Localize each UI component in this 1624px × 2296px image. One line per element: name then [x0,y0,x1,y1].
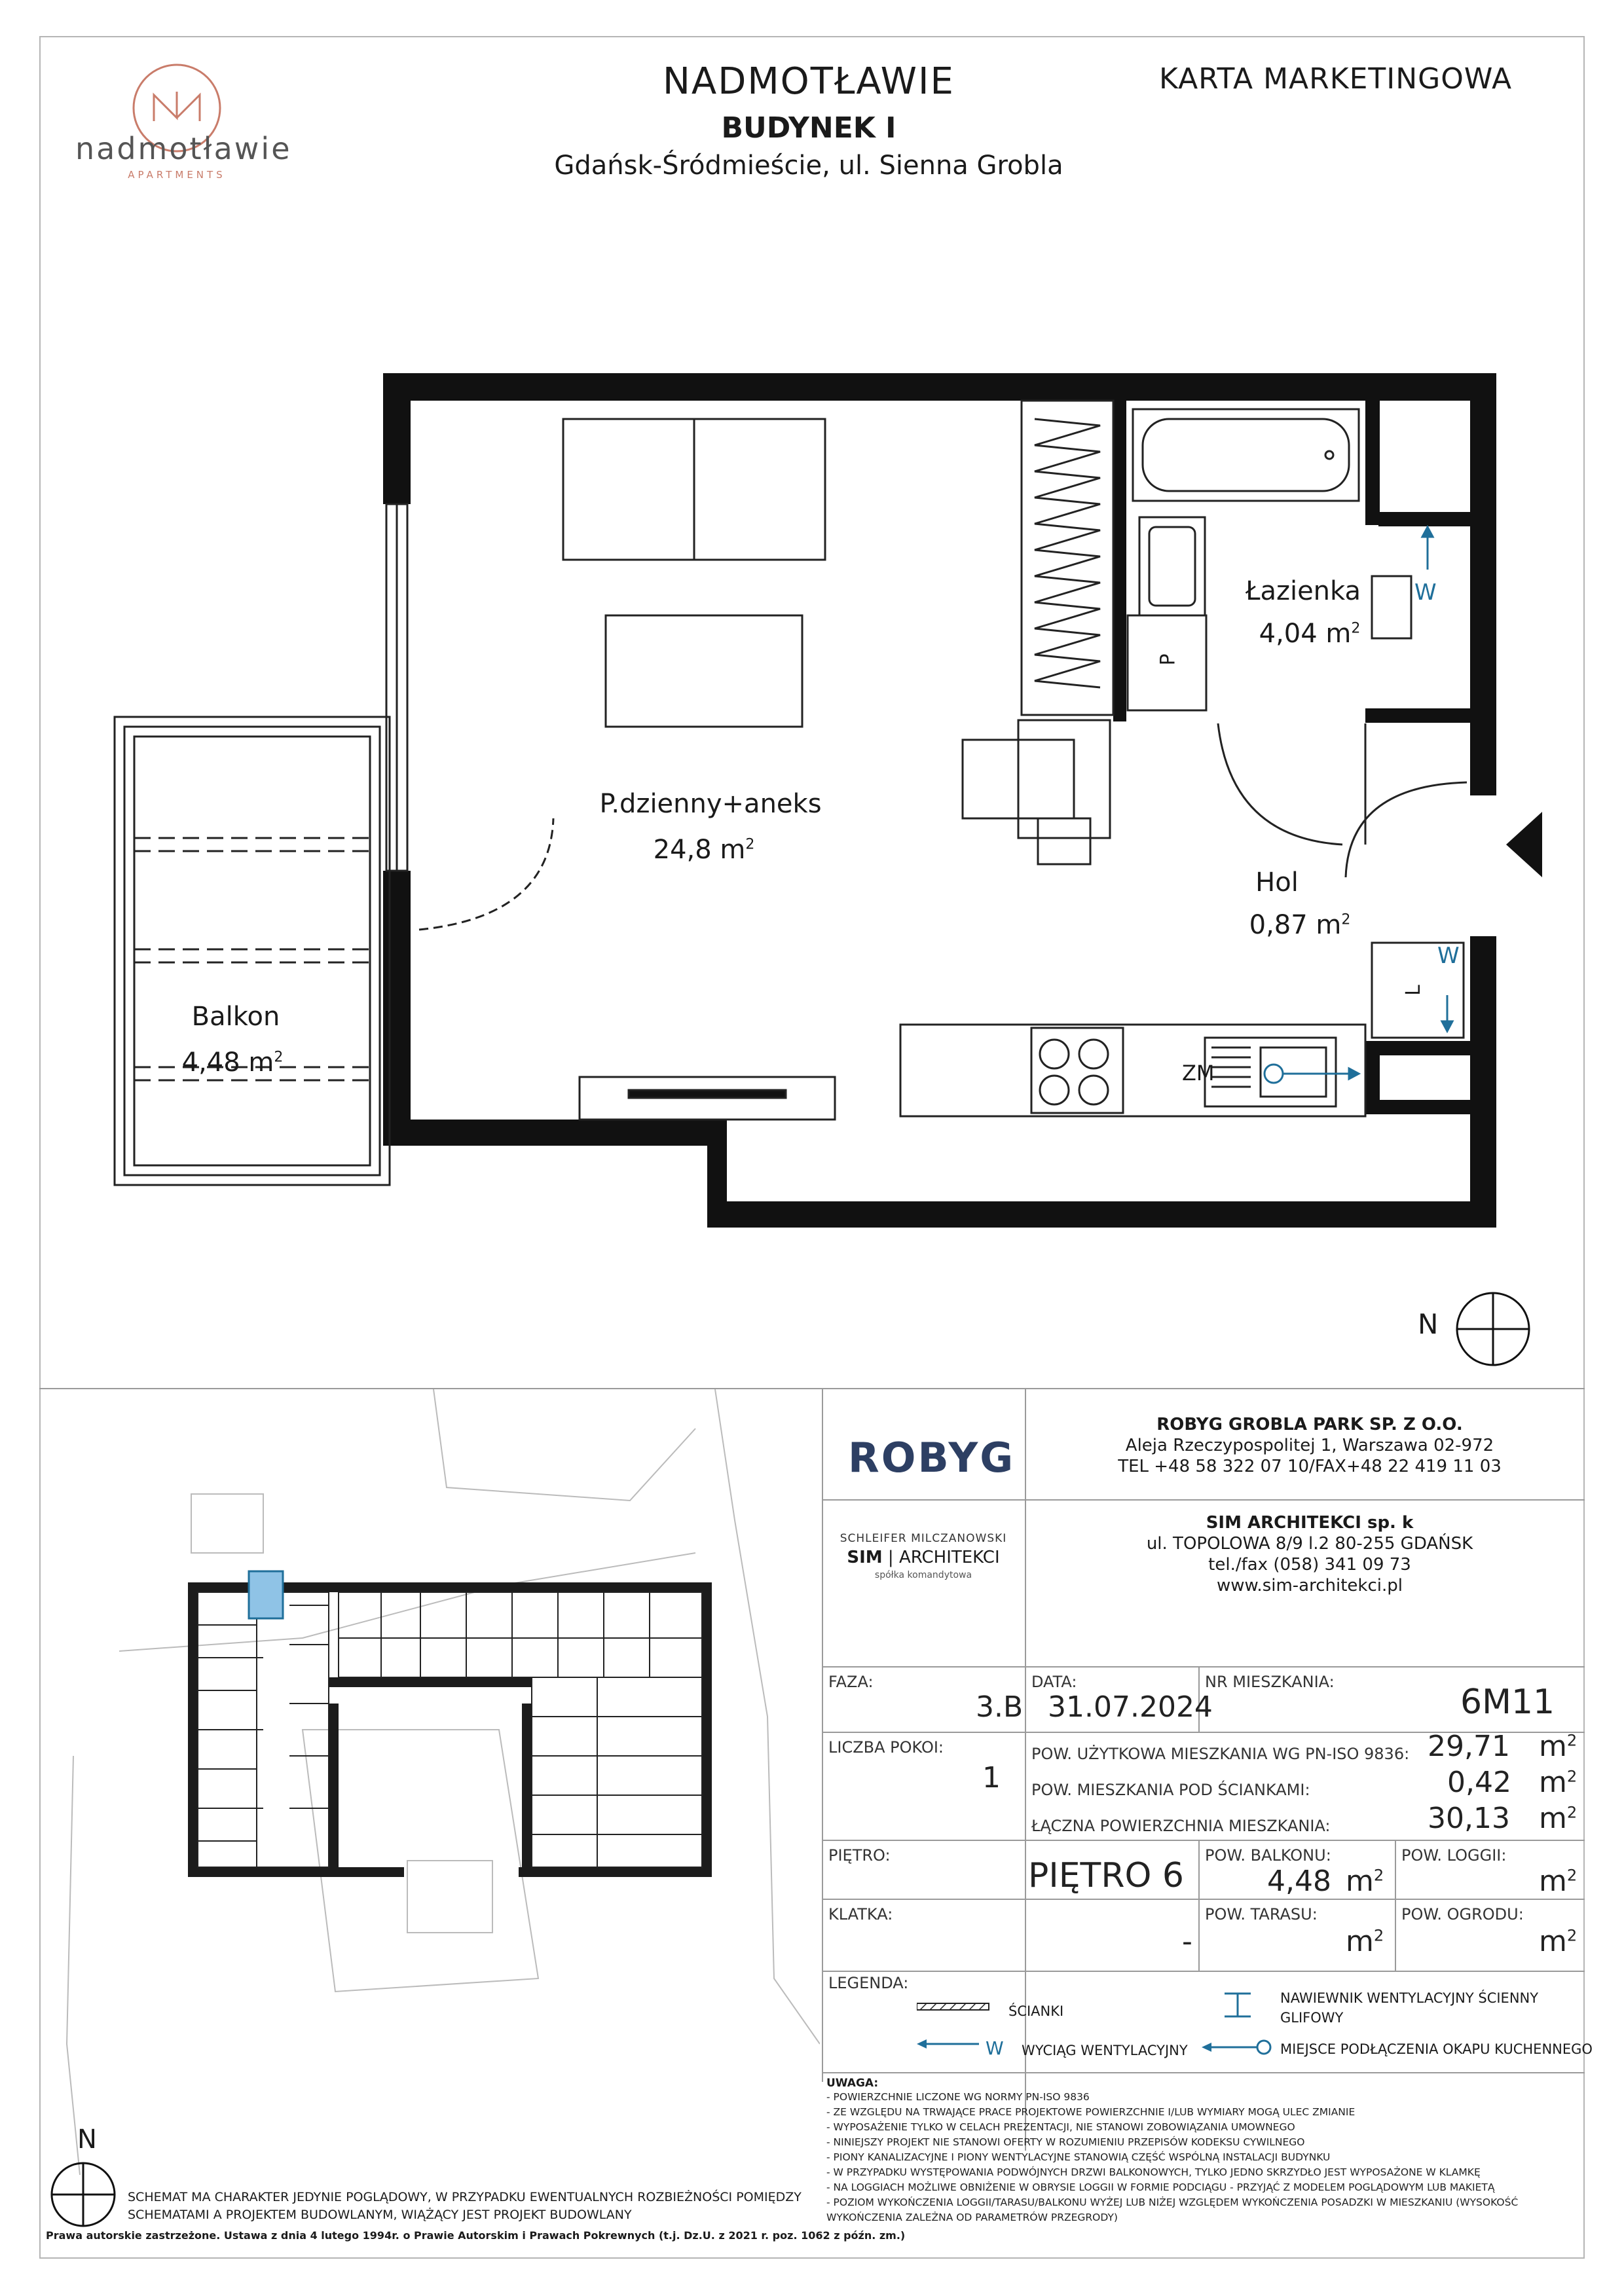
note-line: - POZIOM WYKOŃCZENIA LOGGII/TARASU/BALKONU WYŻEJ LUB NIŻEJ WZGLĘDEM WYKOŃCZENIA POSADZKI W MIESZKANIU (WYSOKOŚĆ [826,2196,1519,2208]
data-value: 31.07.2024 [1048,1690,1213,1724]
note-line: - W PRZYPADKU WYSTĘPOWANIA PODWÓJNYCH DRZWI BALKONOWYCH, TYLKO JEDNO SKRZYDŁO JEST WYPOSAŻONE W KLAMKĘ [826,2166,1481,2178]
balcony-name: Balkon [191,1002,280,1032]
architect-address: ul. TOPOLOWA 8/9 l.2 80-255 GDAŃSK [1146,1534,1473,1554]
nr-value: 6M11 [1460,1683,1555,1722]
document-type: KARTA MARKETINGOWA [1159,62,1513,96]
company-name: ROBYG GROBLA PARK SP. Z O.O. [1156,1415,1463,1434]
laczna-unit: $m^2$ [1539,1802,1578,1835]
schemat-note-1: SCHEMAT MA CHARAKTER JEDYNIE POGLĄDOWY, W PRZYPADKU EWENTUALNYCH ROZBIEŻNOŚCI POMIĘDZY [128,2190,802,2204]
klatka-label: KLATKA: [828,1905,893,1923]
building-name: BUDYNEK I [721,111,896,145]
legend-nawiewnik-1: NAWIEWNIK WENTYLACYJNY ŚCIENNY [1280,1990,1539,2006]
loggia-unit: $m^2$ [1539,1865,1578,1898]
entrance-arrow-icon [1506,812,1542,877]
notes-block [826,2077,1579,2225]
compass-top-label: N [1418,1308,1439,1340]
laczna-label: ŁĄCZNA POWIERZCHNIA MIESZKANIA: [1031,1817,1331,1835]
note-line: - NINIEJSZY PROJEKT NIE STANOWI OFERTY W ROZUMIENIU PRZEPISÓW KODEKSU CYWILNEGO [826,2136,1305,2148]
divider [1025,1388,1026,1669]
architect-name: SIM ARCHITEKCI sp. k [1206,1513,1414,1533]
company-block [1048,1414,1572,1477]
hall-area: 0,87 $m^2$ [1249,910,1351,940]
living-room-area: 24,8 $m^2$ [653,835,755,865]
legend-nawiewnik-2: GLIFOWY [1280,2010,1344,2026]
hall-name: Hol [1255,867,1299,898]
pietro-label: PIĘTRO: [828,1846,891,1865]
zm-label: ZM [1182,1061,1215,1085]
copyright: Prawa autorskie zastrzeżone. Ustawa z dnia 4 lutego 1994r. o Prawie Autorskim i Prawach Pokrewnych (t.j. Dz.U. z 2021 r. poz. 1062 z późn. zm.) [46,2229,906,2242]
balkon-label: POW. BALKONU: [1205,1846,1331,1865]
architect-block [1048,1512,1572,1596]
note-line: - NA LOGGIACH MOŻLIWE OBNIŻENIE W OBRYSIE LOGGII W FORMIE PODCIĄGU - PRZYJĄĆ Z MODELEM POGLĄDOWYM LUB MAKIETĄ [826,2181,1495,2193]
notes-title: UWAGA: [826,2077,879,2090]
vent-label-bath: W [1414,579,1437,606]
shaft-label-l: L [1401,985,1425,996]
scianki-unit: $m^2$ [1539,1766,1578,1799]
legend-w: W [986,2037,1004,2059]
legenda-label: LEGENDA: [828,1974,909,1992]
vent-label-hall: W [1437,943,1460,969]
divider [822,1499,1585,1501]
bathroom-name: Łazienka [1245,576,1361,606]
legend-okap: MIEJSCE PODŁĄCZENIA OKAPU KUCHENNEGO [1280,2041,1593,2057]
scianki-label: POW. MIESZKANIA POD ŚCIANKAMI: [1031,1781,1310,1799]
living-room-name: P.dzienny+aneks [599,789,822,819]
divider [822,1388,823,2082]
balcony-area: 4,48 $m^2$ [181,1048,284,1078]
page-title: NADMOTŁAWIE [663,60,955,103]
schemat-note-2: SCHEMATAMI A PROJEKTEM BUDOWLANYM, WIĄŻĄCY JEST PROJEKT BUDOWLANY [128,2208,632,2222]
note-line: - POWIERZCHNIE LICZONE WG NORMY PN-ISO 9836 [826,2091,1090,2103]
ogrod-label: POW. OGRODU: [1401,1905,1524,1923]
architect-website: www.sim-architekci.pl [1217,1576,1403,1595]
company-address: Aleja Rzeczypospolitej 1, Warszawa 02-972 [1125,1436,1494,1455]
nr-label: NR MIESZKANIA: [1205,1673,1335,1691]
uzytkowa-value: 29,71 [1428,1730,1510,1763]
faza-label: FAZA: [828,1673,874,1691]
note-line: - ZE WZGLĘDU NA TRWAJĄCE PRACE PROJEKTOWE POWIERZCHNIE I/LUB WYMIARY MOGĄ ULEC ZMIANIE [826,2106,1356,2118]
legend-wyciag: WYCIĄG WENTYLACYJNY [1022,2043,1188,2058]
note-line: WYKOŃCZENIA ZALEŻNA OD PARAMETRÓW PRZEGRODY) [826,2212,1118,2223]
architect-logo: SCHLEIFER MILCZANOWSKI SIM | ARCHITEKCI spółka komandytowa [840,1532,1007,1580]
logo-name: nadmotławie [75,131,292,166]
legend-scianki: ŚCIANKI [1008,2003,1064,2019]
divider [822,1666,1585,1667]
loggia-label: POW. LOGGII: [1401,1846,1507,1865]
pokoje-value: 1 [982,1761,1001,1795]
uzytkowa-label: POW. UŻYTKOWA MIESZKANIA WG PN-ISO 9836: [1031,1745,1410,1763]
address: Gdańsk-Śródmieście, ul. Sienna Grobla [554,151,1063,181]
data-label: DATA: [1031,1673,1077,1691]
balkon-value: 4,48 [1267,1865,1331,1898]
bathroom-area: 4,04 $m^2$ [1259,619,1361,649]
taras-unit: $m^2$ [1346,1925,1384,1958]
pietro-value: PIĘTRO 6 [1028,1856,1184,1895]
note-line: - WYPOSAŻENIE TYLKO W CELACH PREZENTACJI, NIE STANOWI ZOBOWIĄZANIA UMOWNEGO [826,2121,1295,2133]
klatka-value: - [1182,1925,1192,1958]
shaft-label-p: P [1156,653,1180,666]
ogrod-unit: $m^2$ [1539,1925,1578,1958]
balkon-unit: $m^2$ [1346,1865,1384,1898]
compass-bottom-label: N [77,2124,97,2155]
site-plan [41,1389,820,2257]
laczna-value: 30,13 [1428,1802,1510,1835]
note-line: - PIONY KANALIZACYJNE I PIONY WENTYLACYJNE STANOWIĄ CZĘŚĆ WSPÓLNĄ INSTALACJI BUDYNKU [826,2151,1331,2163]
robyg-logo: ROBYG [848,1434,1016,1482]
architect-phone: tel./fax (058) 341 09 73 [1208,1555,1411,1575]
faza-value: 3.B [976,1690,1024,1724]
logo-sub: APARTMENTS [128,169,226,181]
uzytkowa-unit: $m^2$ [1539,1730,1578,1763]
apartment-highlight [249,1571,283,1618]
taras-label: POW. TARASU: [1205,1905,1318,1923]
pokoje-label: LICZBA POKOI: [828,1738,944,1757]
legend-okap-icon [1198,2037,1277,2057]
scianki-value: 0,42 [1447,1766,1511,1799]
company-phone: TEL +48 58 322 07 10/FAX+48 22 419 11 03 [1118,1457,1502,1476]
